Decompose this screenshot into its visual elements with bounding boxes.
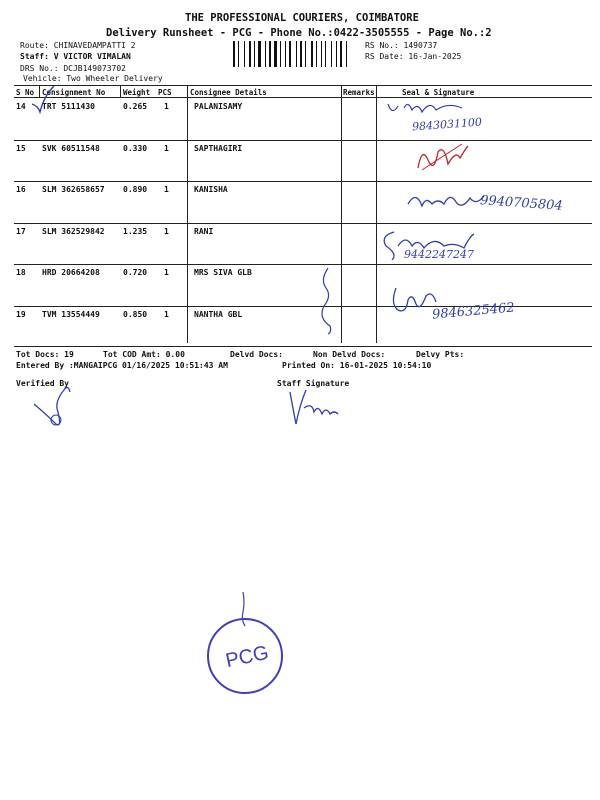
- col-seal-signature: Seal & Signature: [402, 88, 475, 97]
- document-subtitle: Delivery Runsheet - PCG - Phone No.:0422-3505555 - Page No.:2: [106, 27, 492, 39]
- barcode-bar: [280, 41, 281, 67]
- staff: Staff: V VICTOR VIMALAN: [20, 52, 131, 61]
- signature-row15: [412, 140, 472, 175]
- barcode-bar: [285, 41, 286, 67]
- barcode-bar: [269, 41, 271, 67]
- row-consignee: SAPTHAGIRI: [194, 143, 243, 153]
- row-pcs: 1: [164, 268, 169, 277]
- barcode-bar: [340, 41, 342, 67]
- row-sno: 19: [16, 309, 26, 319]
- row-sno: 16: [16, 185, 26, 194]
- barcode-bar: [249, 41, 251, 67]
- row-pcs: 1: [164, 309, 169, 319]
- staff-signature: [282, 384, 342, 430]
- barcode-bar: [233, 41, 235, 67]
- barcode-bar: [311, 41, 313, 67]
- barcode-bar: [265, 41, 266, 67]
- row-weight: 0.850: [123, 309, 148, 319]
- barcode-bar: [238, 41, 239, 67]
- total-docs: Tot Docs: 19: [16, 350, 74, 359]
- verified-by-signature: [28, 382, 78, 430]
- row16-handwritten-phone: 9940705804: [479, 193, 564, 214]
- barcode-bar: [258, 41, 261, 67]
- barcode-bar: [300, 41, 302, 67]
- barcode-bar: [274, 41, 277, 67]
- row-consignment: SLM 362658657: [42, 185, 105, 194]
- barcode-bar: [316, 41, 317, 67]
- rs-number: RS No.: 1490737: [365, 41, 438, 50]
- row19-handwritten-phone: 9846325462: [431, 300, 516, 323]
- barcode-bar: [289, 41, 291, 67]
- col-pcs: PCS: [158, 88, 172, 97]
- row-weight: 1.235: [123, 226, 148, 236]
- barcode-bar: [346, 41, 347, 67]
- staff-signature-label: Staff Signature: [277, 379, 350, 388]
- row-sno: 17: [16, 226, 26, 236]
- row-sno: 14: [16, 102, 26, 111]
- drs-number: DRS No.: DCJB149073702: [20, 64, 126, 73]
- row-pcs: 1: [164, 102, 169, 111]
- col-weight: Weight: [123, 88, 151, 97]
- row17-handwritten-phone: 9442247247: [404, 248, 474, 261]
- barcode-bar: [336, 41, 337, 67]
- vehicle: Vehicle: Two Wheeler Delivery: [23, 74, 163, 83]
- row-consignment: TVM 13554449: [42, 309, 100, 319]
- barcode: [233, 41, 357, 67]
- stamp-text: PCG: [223, 641, 271, 673]
- delivered-docs: Delvd Docs:: [230, 350, 283, 359]
- row-pcs: 1: [164, 185, 169, 194]
- col-consignee: Consignee Details: [190, 88, 267, 97]
- barcode-bar: [254, 41, 255, 67]
- row-weight: 0.330: [123, 143, 148, 153]
- row-pcs: 1: [164, 143, 169, 153]
- delivery-points: Delvy Pts:: [416, 350, 465, 359]
- row-weight: 0.720: [123, 268, 148, 277]
- barcode-bar: [244, 41, 245, 67]
- table-bottom-border: [14, 346, 592, 347]
- row-sno: 18: [16, 268, 26, 277]
- row-consignment: SLM 362529842: [42, 226, 105, 236]
- row-consignee: PALANISAMY: [194, 102, 243, 111]
- col-consignment: Consignment No: [42, 88, 106, 97]
- row-weight: 0.890: [123, 185, 148, 194]
- checkmark-annotation: [28, 84, 58, 114]
- row-weight: 0.265: [123, 102, 148, 111]
- entered-by: Entered By :MANGAIPCG 01/16/2025 10:51:43 AM: [16, 361, 228, 370]
- route: Route: CHINAVEDAMPATTI 2: [20, 41, 136, 50]
- pcg-stamp: [195, 590, 305, 700]
- row-divider: [14, 223, 592, 224]
- col-divider: [376, 85, 377, 343]
- row-consignee: NANTHA GBL: [194, 309, 243, 319]
- row-consignment: TRT 5111430: [42, 102, 95, 111]
- document-title: THE PROFESSIONAL COURIERS, COIMBATORE: [185, 12, 419, 24]
- printed-on: Printed On: 16-01-2025 10:54:10: [282, 361, 432, 370]
- col-divider: [341, 85, 342, 343]
- col-sno: S No: [16, 88, 35, 97]
- row-divider: [14, 264, 592, 265]
- row-consignee: RANI: [194, 226, 214, 236]
- row-pcs: 1: [164, 226, 169, 236]
- row-divider: [14, 181, 592, 182]
- row-consignment: SVK 60511548: [42, 143, 100, 153]
- rs-date: RS Date: 16-Jan-2025: [365, 52, 462, 61]
- row-consignee: MRS SIVA GLB: [194, 268, 252, 277]
- barcode-bar: [325, 41, 326, 67]
- barcode-bar: [321, 41, 322, 67]
- col-remarks: Remarks: [343, 88, 375, 97]
- row-consignee: KANISHA: [194, 185, 228, 194]
- col-divider: [120, 85, 121, 98]
- barcode-bar: [331, 41, 332, 67]
- row14-handwritten-phone: 9843031100: [411, 115, 483, 134]
- table-top-border: [14, 85, 592, 86]
- non-delivered-docs: Non Delvd Docs:: [313, 350, 386, 359]
- total-cod-amount: Tot COD Amt: 0.00: [103, 350, 185, 359]
- barcode-bar: [305, 41, 306, 67]
- row-consignment: HRD 20664208: [42, 268, 100, 277]
- remark-scribble: [316, 266, 338, 336]
- verified-by-label: Verified By: [16, 379, 69, 388]
- row-sno: 15: [16, 143, 26, 153]
- barcode-bar: [296, 41, 297, 67]
